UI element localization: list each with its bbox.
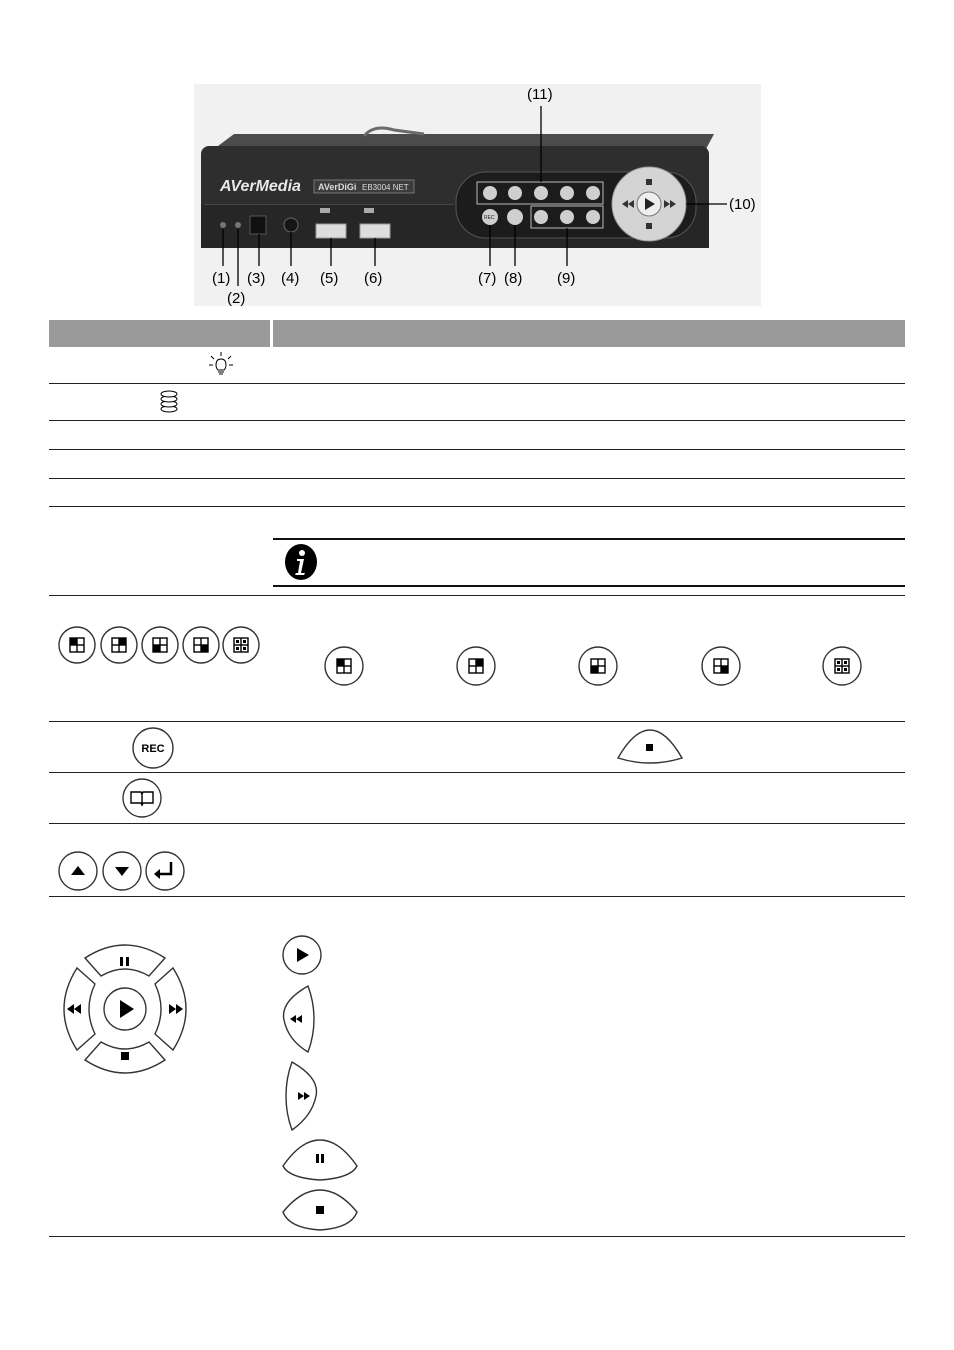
model-number: EB3004 NET	[362, 183, 409, 192]
pause-key-icon	[281, 1138, 359, 1182]
rec-button-icon	[131, 726, 175, 770]
row-divider	[49, 1236, 905, 1237]
model-badge: AVerDiGi	[318, 182, 357, 192]
callout-7: (7)	[478, 270, 497, 287]
enter-icon	[146, 852, 184, 890]
table-header-desc-cell	[273, 320, 905, 347]
row-divider	[49, 449, 905, 450]
row-divider	[49, 772, 905, 773]
row-divider	[49, 420, 905, 421]
book-button-icon	[121, 778, 163, 818]
play-button-icon	[281, 934, 323, 976]
callout-5: (5)	[320, 270, 339, 287]
note-bottom-rule	[273, 585, 905, 587]
info-note-icon	[284, 543, 318, 581]
down-arrow-icon	[103, 852, 141, 890]
row-divider	[49, 896, 905, 897]
row-divider	[49, 506, 905, 507]
rec-mini-label: REC	[484, 215, 495, 221]
brand-logo: AVerMedia	[220, 178, 301, 195]
callout-11: (11)	[527, 86, 553, 103]
playback-dpad-icon	[57, 940, 197, 1078]
stop-key-icon	[616, 728, 684, 766]
split-quad-2-icon	[455, 645, 497, 687]
callout-10: (10)	[729, 196, 756, 213]
up-arrow-icon	[59, 852, 97, 890]
row-divider	[49, 478, 905, 479]
note-top-rule	[273, 538, 905, 540]
callout-3: (3)	[247, 270, 266, 287]
row-divider	[49, 823, 905, 824]
row-divider	[49, 595, 905, 596]
fast-forward-key-icon	[280, 1060, 320, 1132]
stop-key-large-icon	[281, 1188, 359, 1232]
button-description-table	[49, 320, 905, 1238]
split-quad-all-icon	[821, 645, 863, 687]
row-divider	[49, 721, 905, 722]
table-header-name-cell	[49, 320, 270, 347]
split-screen-buttons	[57, 625, 263, 665]
split-quad-4-icon	[700, 645, 742, 687]
arrow-enter-buttons	[57, 850, 187, 892]
row-divider	[49, 383, 905, 384]
callout-9: (9)	[557, 270, 576, 287]
rec-label: REC	[141, 743, 165, 755]
callout-2: (2)	[227, 290, 246, 307]
split-quad-3-icon	[577, 645, 619, 687]
rewind-key-icon	[280, 984, 320, 1054]
callout-8: (8)	[504, 270, 523, 287]
led-bulb-icon	[207, 351, 235, 379]
split-quad-1-icon	[323, 645, 365, 687]
hdd-stack-icon	[158, 389, 180, 415]
callout-6: (6)	[364, 270, 383, 287]
callout-1: (1)	[212, 270, 231, 287]
callout-4: (4)	[281, 270, 300, 287]
